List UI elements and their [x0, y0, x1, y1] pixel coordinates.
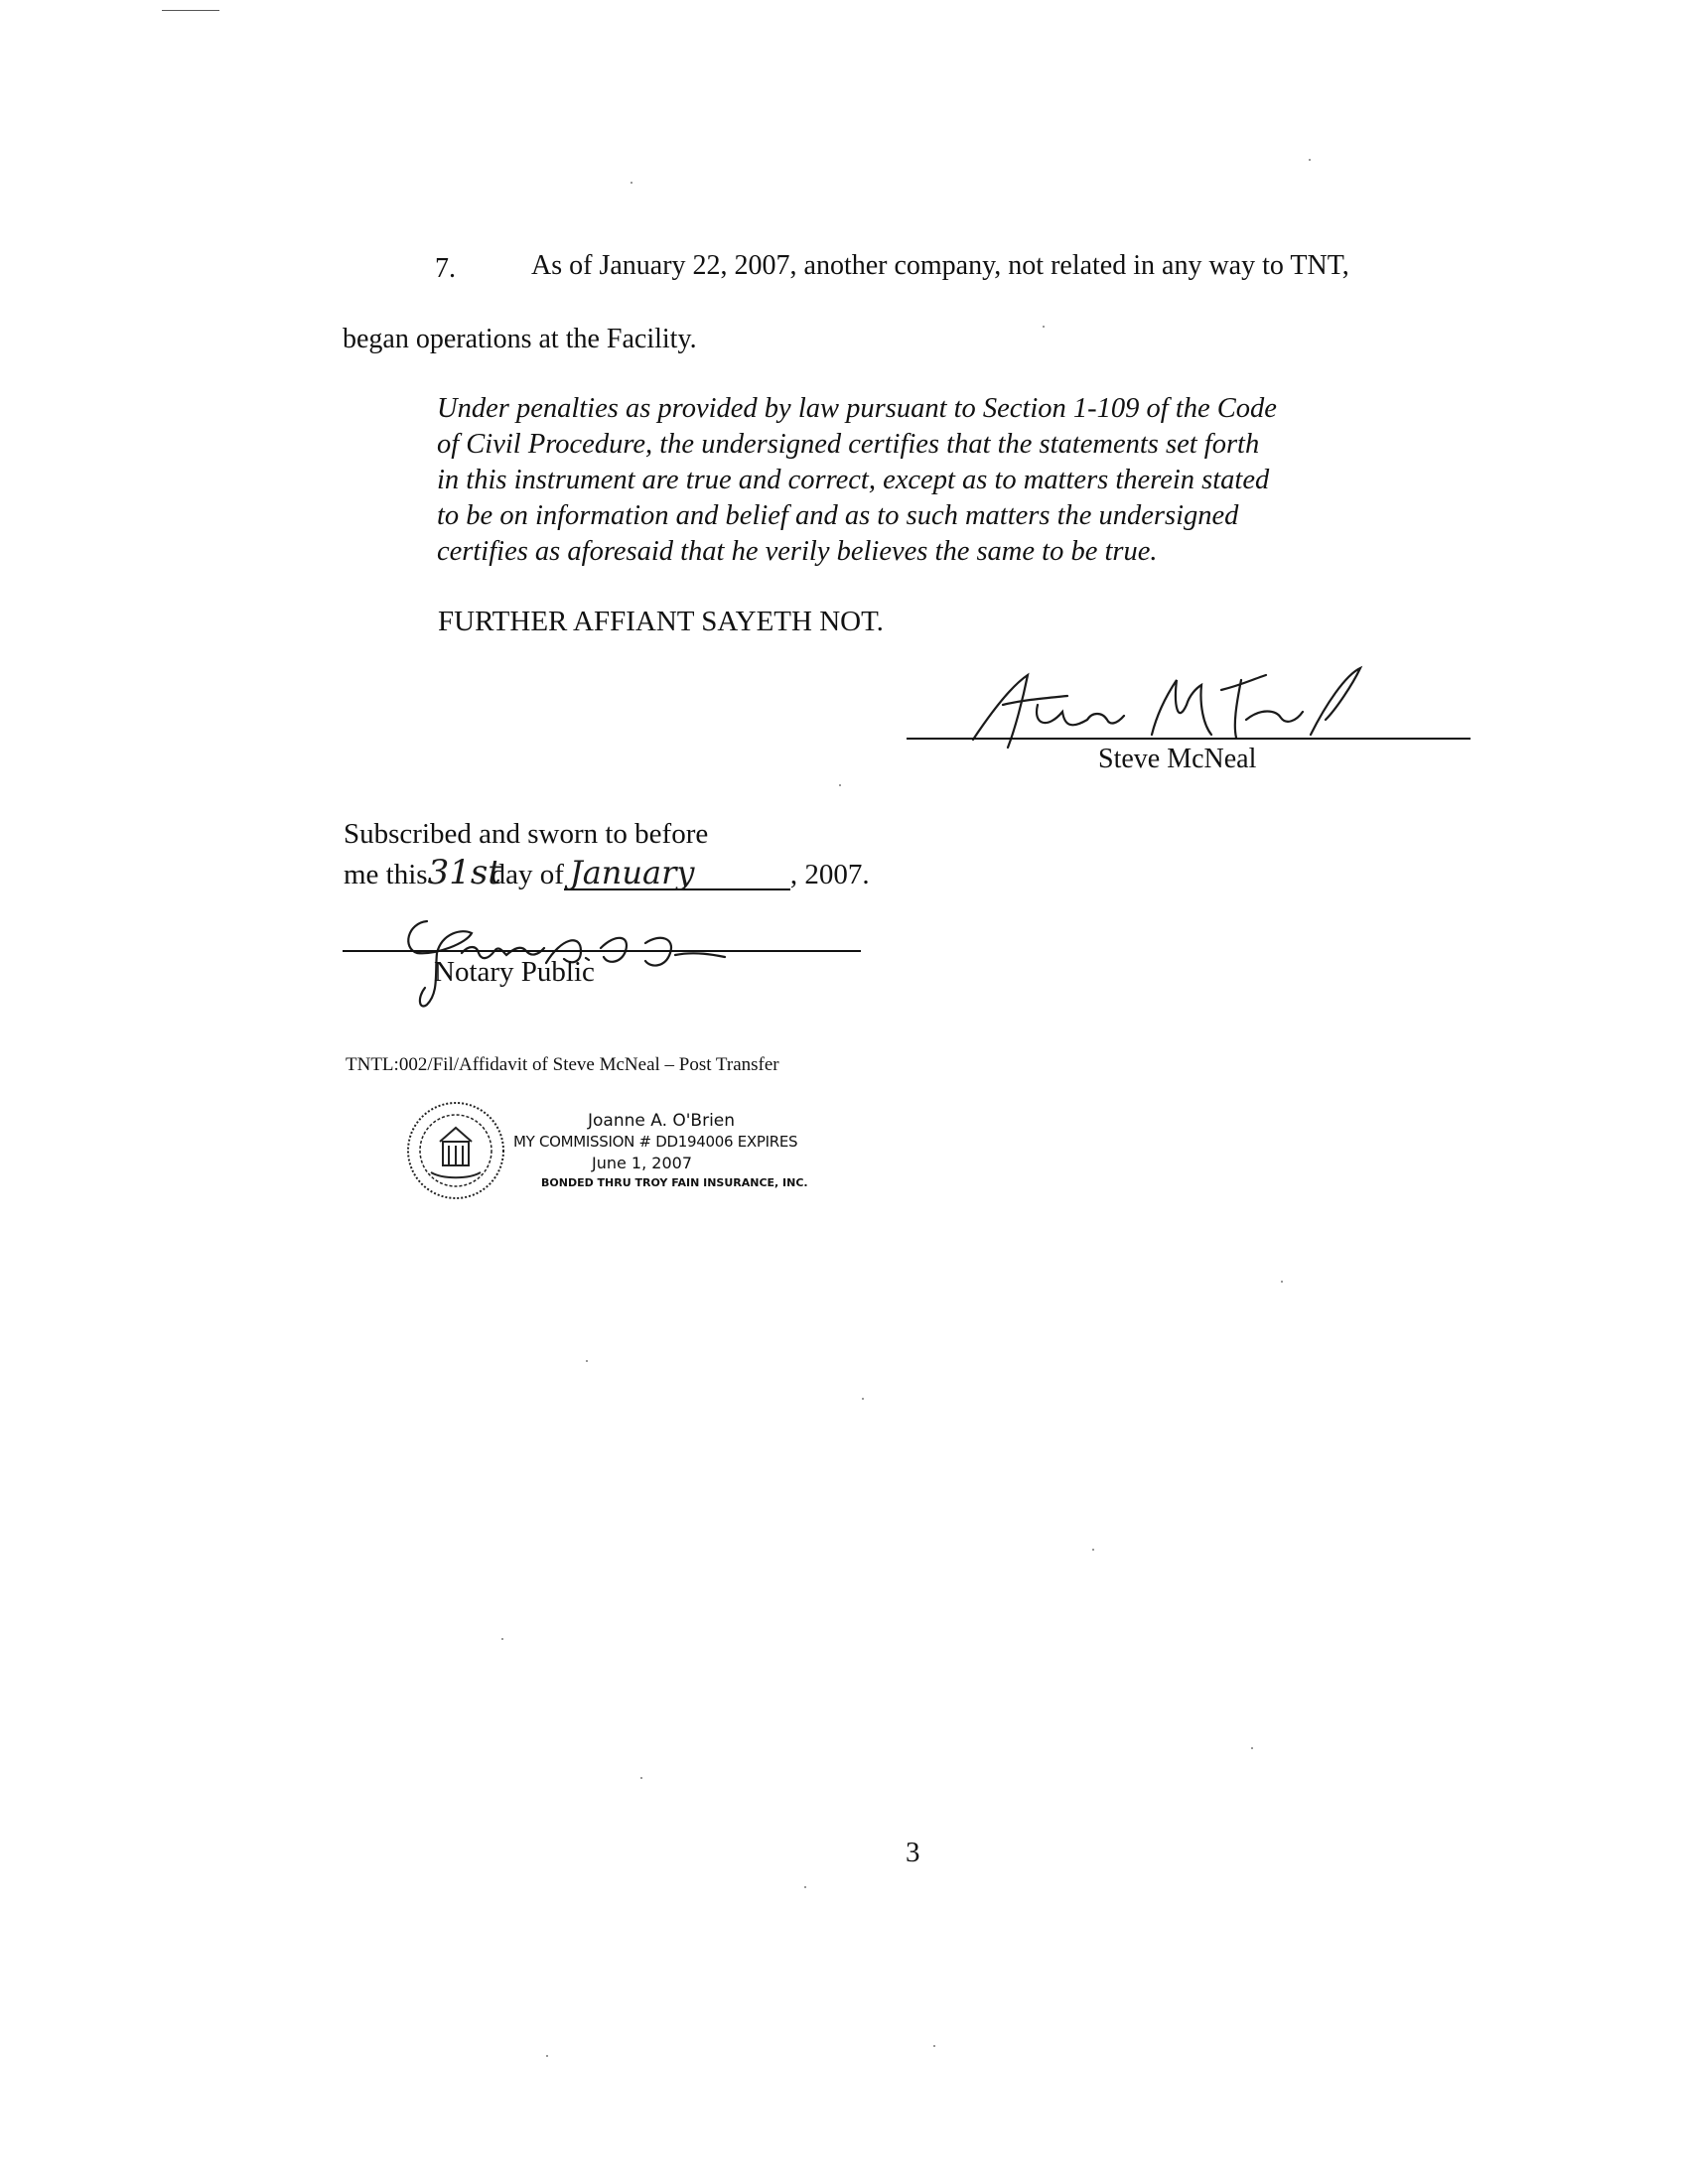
page-number: 3: [906, 1837, 920, 1868]
stamp-bonded: BONDED THRU TROY FAIN INSURANCE, INC.: [541, 1176, 808, 1189]
scan-speck: [631, 182, 632, 184]
affiant-signature-line: [907, 738, 1471, 740]
scan-speck: [640, 1777, 642, 1779]
affiant-name: Steve McNeal: [1098, 744, 1257, 774]
scan-artifact-line: [162, 10, 219, 11]
state-seal-icon: [403, 1098, 508, 1203]
jurat-line-1: Subscribed and sworn to before: [344, 818, 709, 850]
notary-signature: [397, 893, 814, 1013]
jurat-year: , 2007.: [789, 859, 870, 890]
certification-line: certifies as aforesaid that he verily believes the same to be true.: [437, 536, 1158, 567]
stamp-notary-name: Joanne A. O'Brien: [588, 1111, 736, 1131]
scan-speck: [804, 1886, 806, 1888]
file-reference: TNTL:002/Fil/Affidavit of Steve McNeal – Post Transfer: [346, 1054, 779, 1075]
notary-public-label: Notary Public: [434, 956, 595, 988]
handwritten-day: 31st: [427, 853, 501, 892]
notary-signature-line: [343, 950, 861, 952]
scan-speck: [586, 1360, 588, 1362]
certification-block: [437, 391, 1390, 570]
certification-line: of Civil Procedure, the undersigned certifies that the statements set forth: [437, 429, 1260, 460]
certification-line: Under penalties as provided by law pursuant to Section 1-109 of the Code: [437, 393, 1277, 424]
scan-speck: [501, 1638, 503, 1640]
paragraph-number: 7.: [435, 253, 456, 284]
scan-speck: [862, 1398, 864, 1400]
handwritten-month: January: [564, 857, 790, 890]
stamp-commission: MY COMMISSION # DD194006 EXPIRES: [513, 1133, 798, 1151]
scan-speck: [1281, 1281, 1283, 1283]
jurat-line-2: [344, 853, 870, 892]
scan-speck: [1309, 159, 1311, 161]
jurat-me-this: me this: [344, 859, 428, 890]
certification-line: to be on information and belief and as to such matters the undersigned: [437, 500, 1239, 531]
paragraph-7-line-2: began operations at the Facility.: [343, 324, 697, 354]
scan-speck: [1092, 1549, 1094, 1551]
paragraph-7-line-1: As of January 22, 2007, another company, not related in any way to TNT,: [531, 250, 1349, 281]
scan-speck: [1043, 326, 1045, 328]
closing-statement: FURTHER AFFIANT SAYETH NOT.: [438, 606, 884, 637]
scan-speck: [1251, 1747, 1253, 1749]
scan-speck: [546, 2055, 548, 2057]
scan-speck: [933, 2045, 935, 2047]
jurat-day-of: day of: [491, 859, 564, 890]
certification-line: in this instrument are true and correct, except as to matters therein stated: [437, 465, 1270, 495]
stamp-expiration-date: June 1, 2007: [592, 1154, 692, 1172]
scan-speck: [839, 784, 841, 786]
